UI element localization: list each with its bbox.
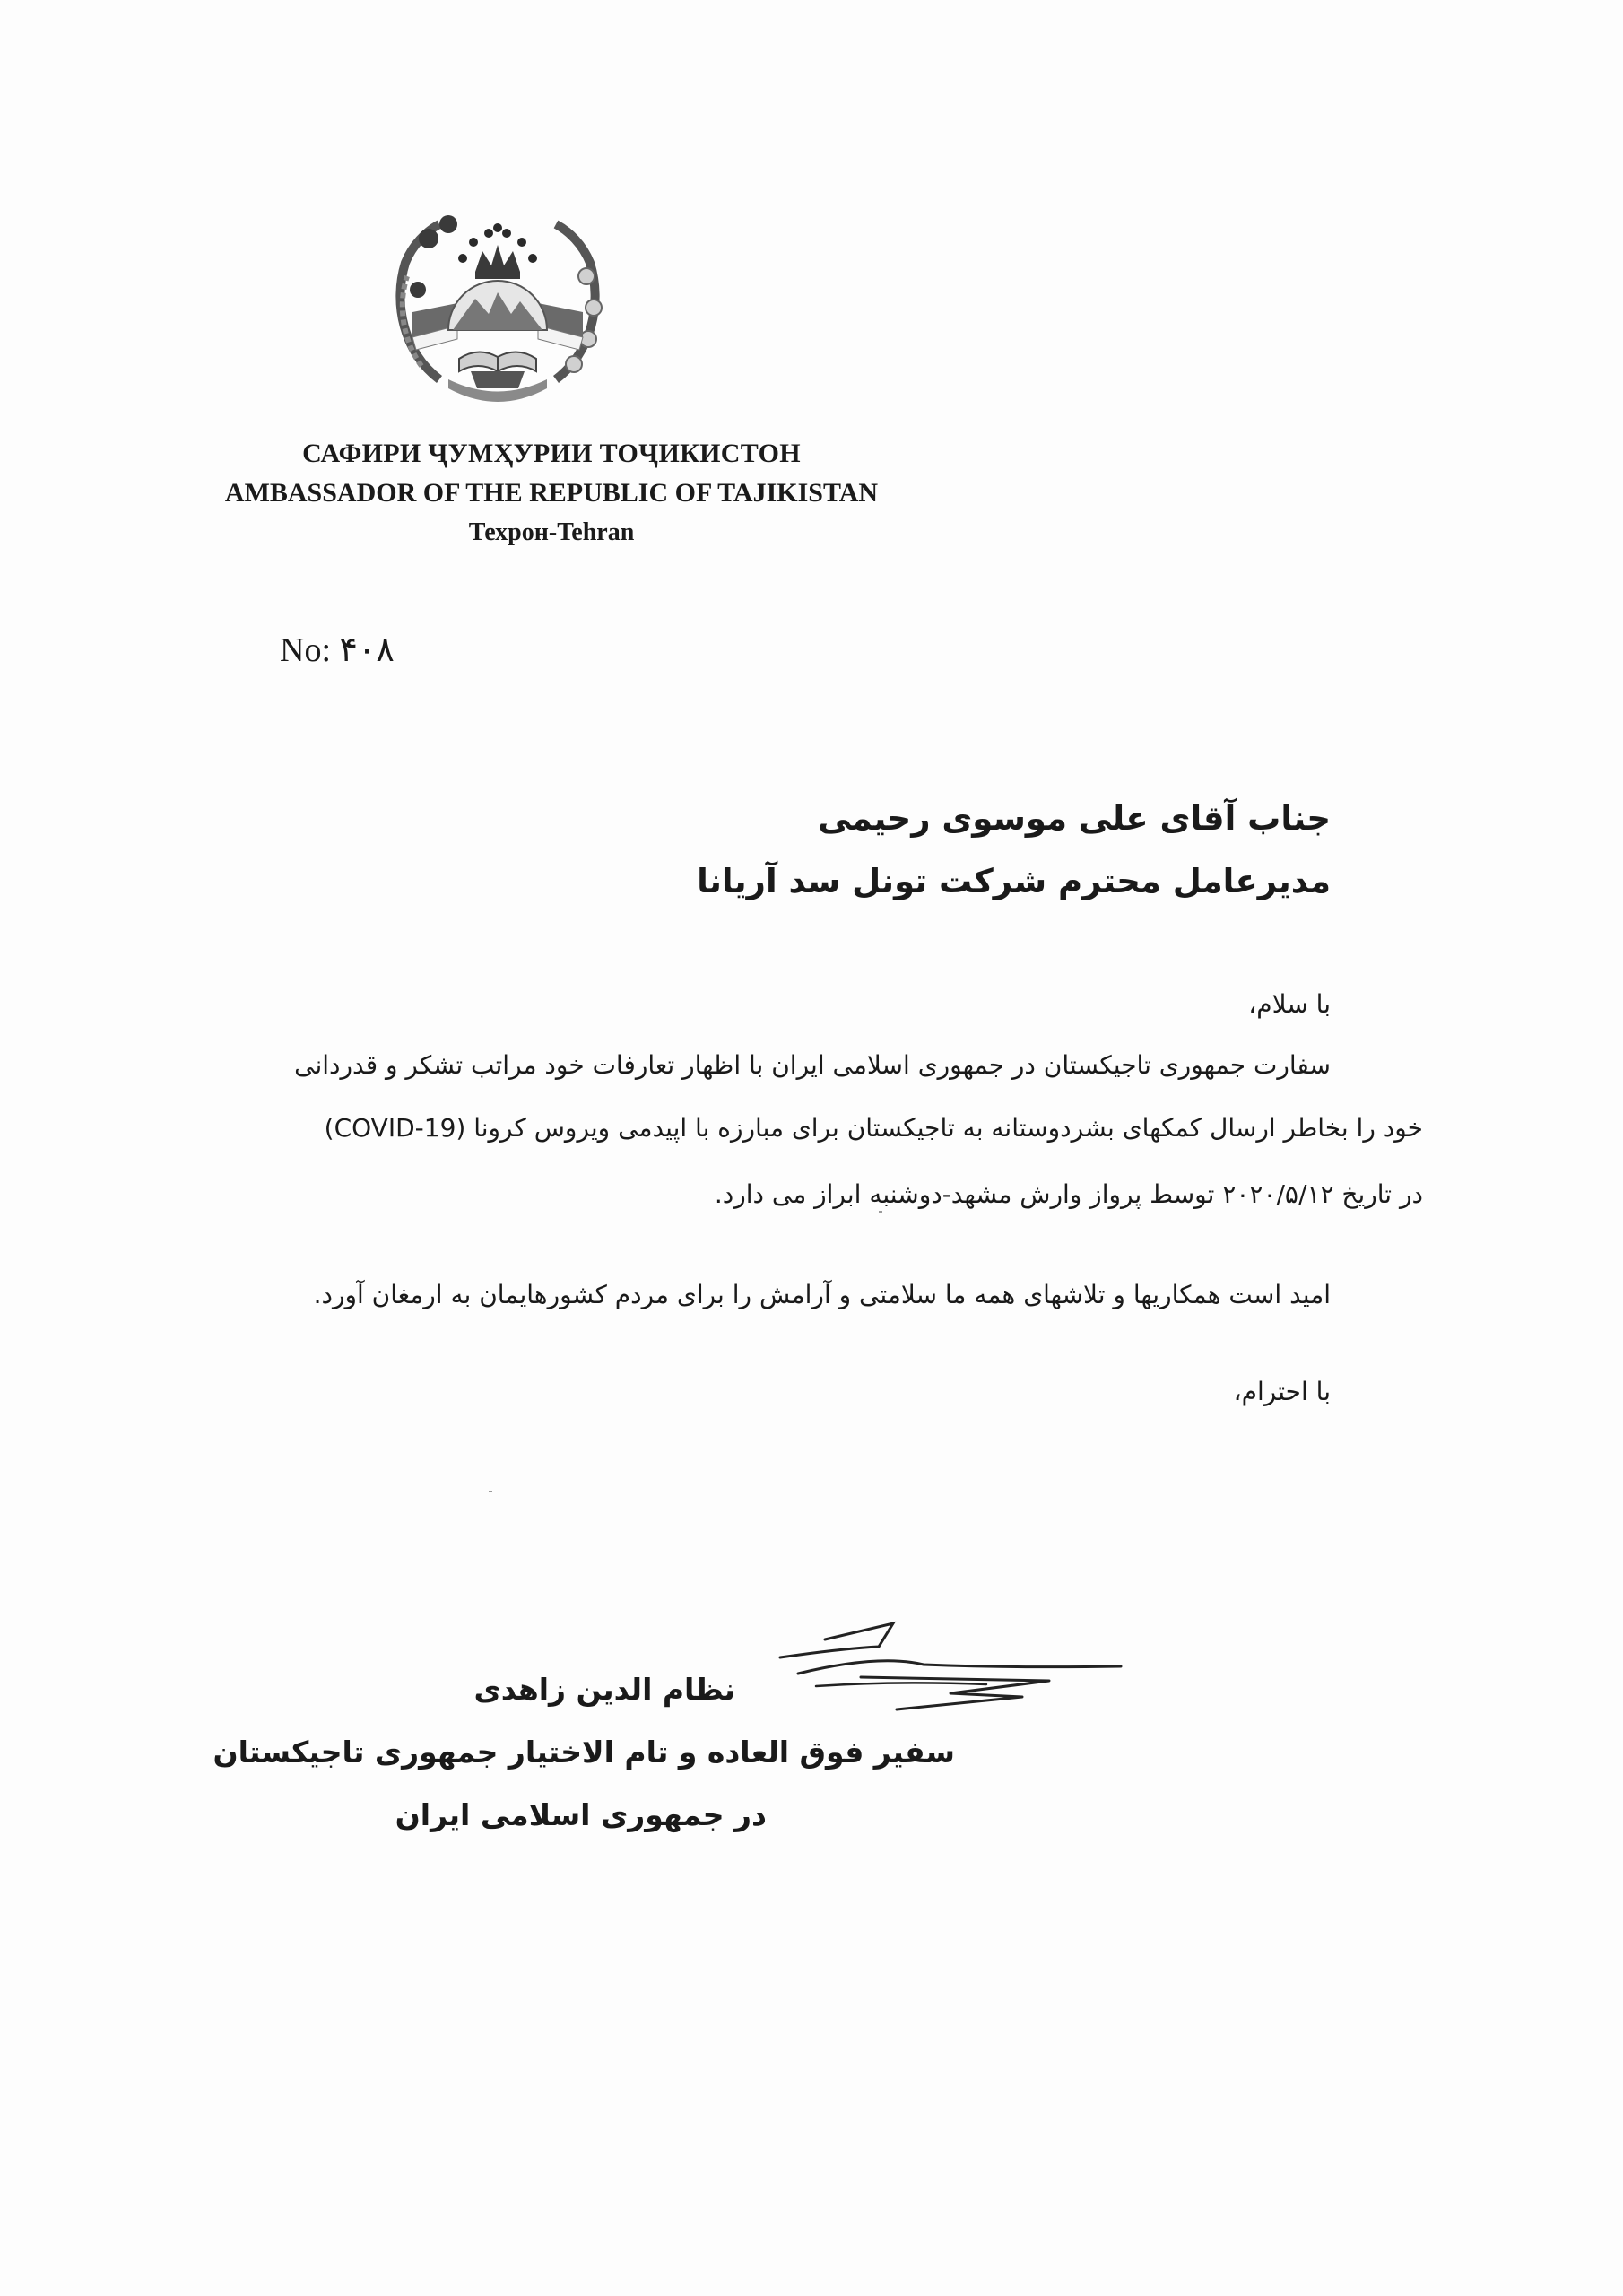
signatory-title-1: سفیر فوق العاده و تام الاختیار جمهوری تاجیکستان — [213, 1735, 955, 1770]
body-line-1: سفارت جمهوری تاجیکستان در جمهوری اسلامی ایران با اظهار تعارفات خود مراتب تشکر و قدردانی — [294, 1050, 1331, 1080]
body-line-3: در تاریخ ۲۰۲۰/۵/۱۲ توسط پرواز وارش مشهد-دوشنبه ابراز می دارد. — [714, 1179, 1423, 1209]
letterhead-tajik-title: САФИРИ ҶУМҲУРИИ ТОҶИКИСТОН — [302, 439, 801, 468]
closing: با احترام، — [1233, 1377, 1331, 1406]
letterhead — [179, 434, 924, 552]
body-line-4: امید است همکاریها و تلاشهای همه ما سلامتی و آرامش را برای مردم کشورهایمان به ارمغان آورد. — [313, 1280, 1331, 1309]
body-line-2: خود را بخاطر ارسال کمکهای بشردوستانه به تاجیکستان برای مبارزه با اپیدمی ویروس کرونا (COVID-19) — [324, 1113, 1423, 1143]
handwritten-signature — [717, 1614, 1139, 1731]
scan-speck — [879, 1211, 882, 1213]
salutation: با سلام، — [1248, 989, 1331, 1019]
scan-speck — [489, 1491, 492, 1492]
addressee-name: جناب آقای علی موسوی رحیمی — [818, 799, 1331, 838]
addressee-title: مدیرعامل محترم شرکت تونل سد آریانا — [697, 862, 1331, 900]
signatory-title-2: در جمهوری اسلامی ایران — [395, 1797, 767, 1832]
reference-number: No: ۴۰۸ — [280, 631, 395, 669]
signatory-name: نظام الدین زاهدی — [473, 1672, 735, 1707]
letterhead-city: Техрон-Tehran — [468, 518, 635, 546]
tajikistan-emblem-icon — [386, 196, 610, 420]
letterhead-english-title: AMBASSADOR OF THE REPUBLIC OF TAJIKISTAN — [224, 478, 879, 508]
